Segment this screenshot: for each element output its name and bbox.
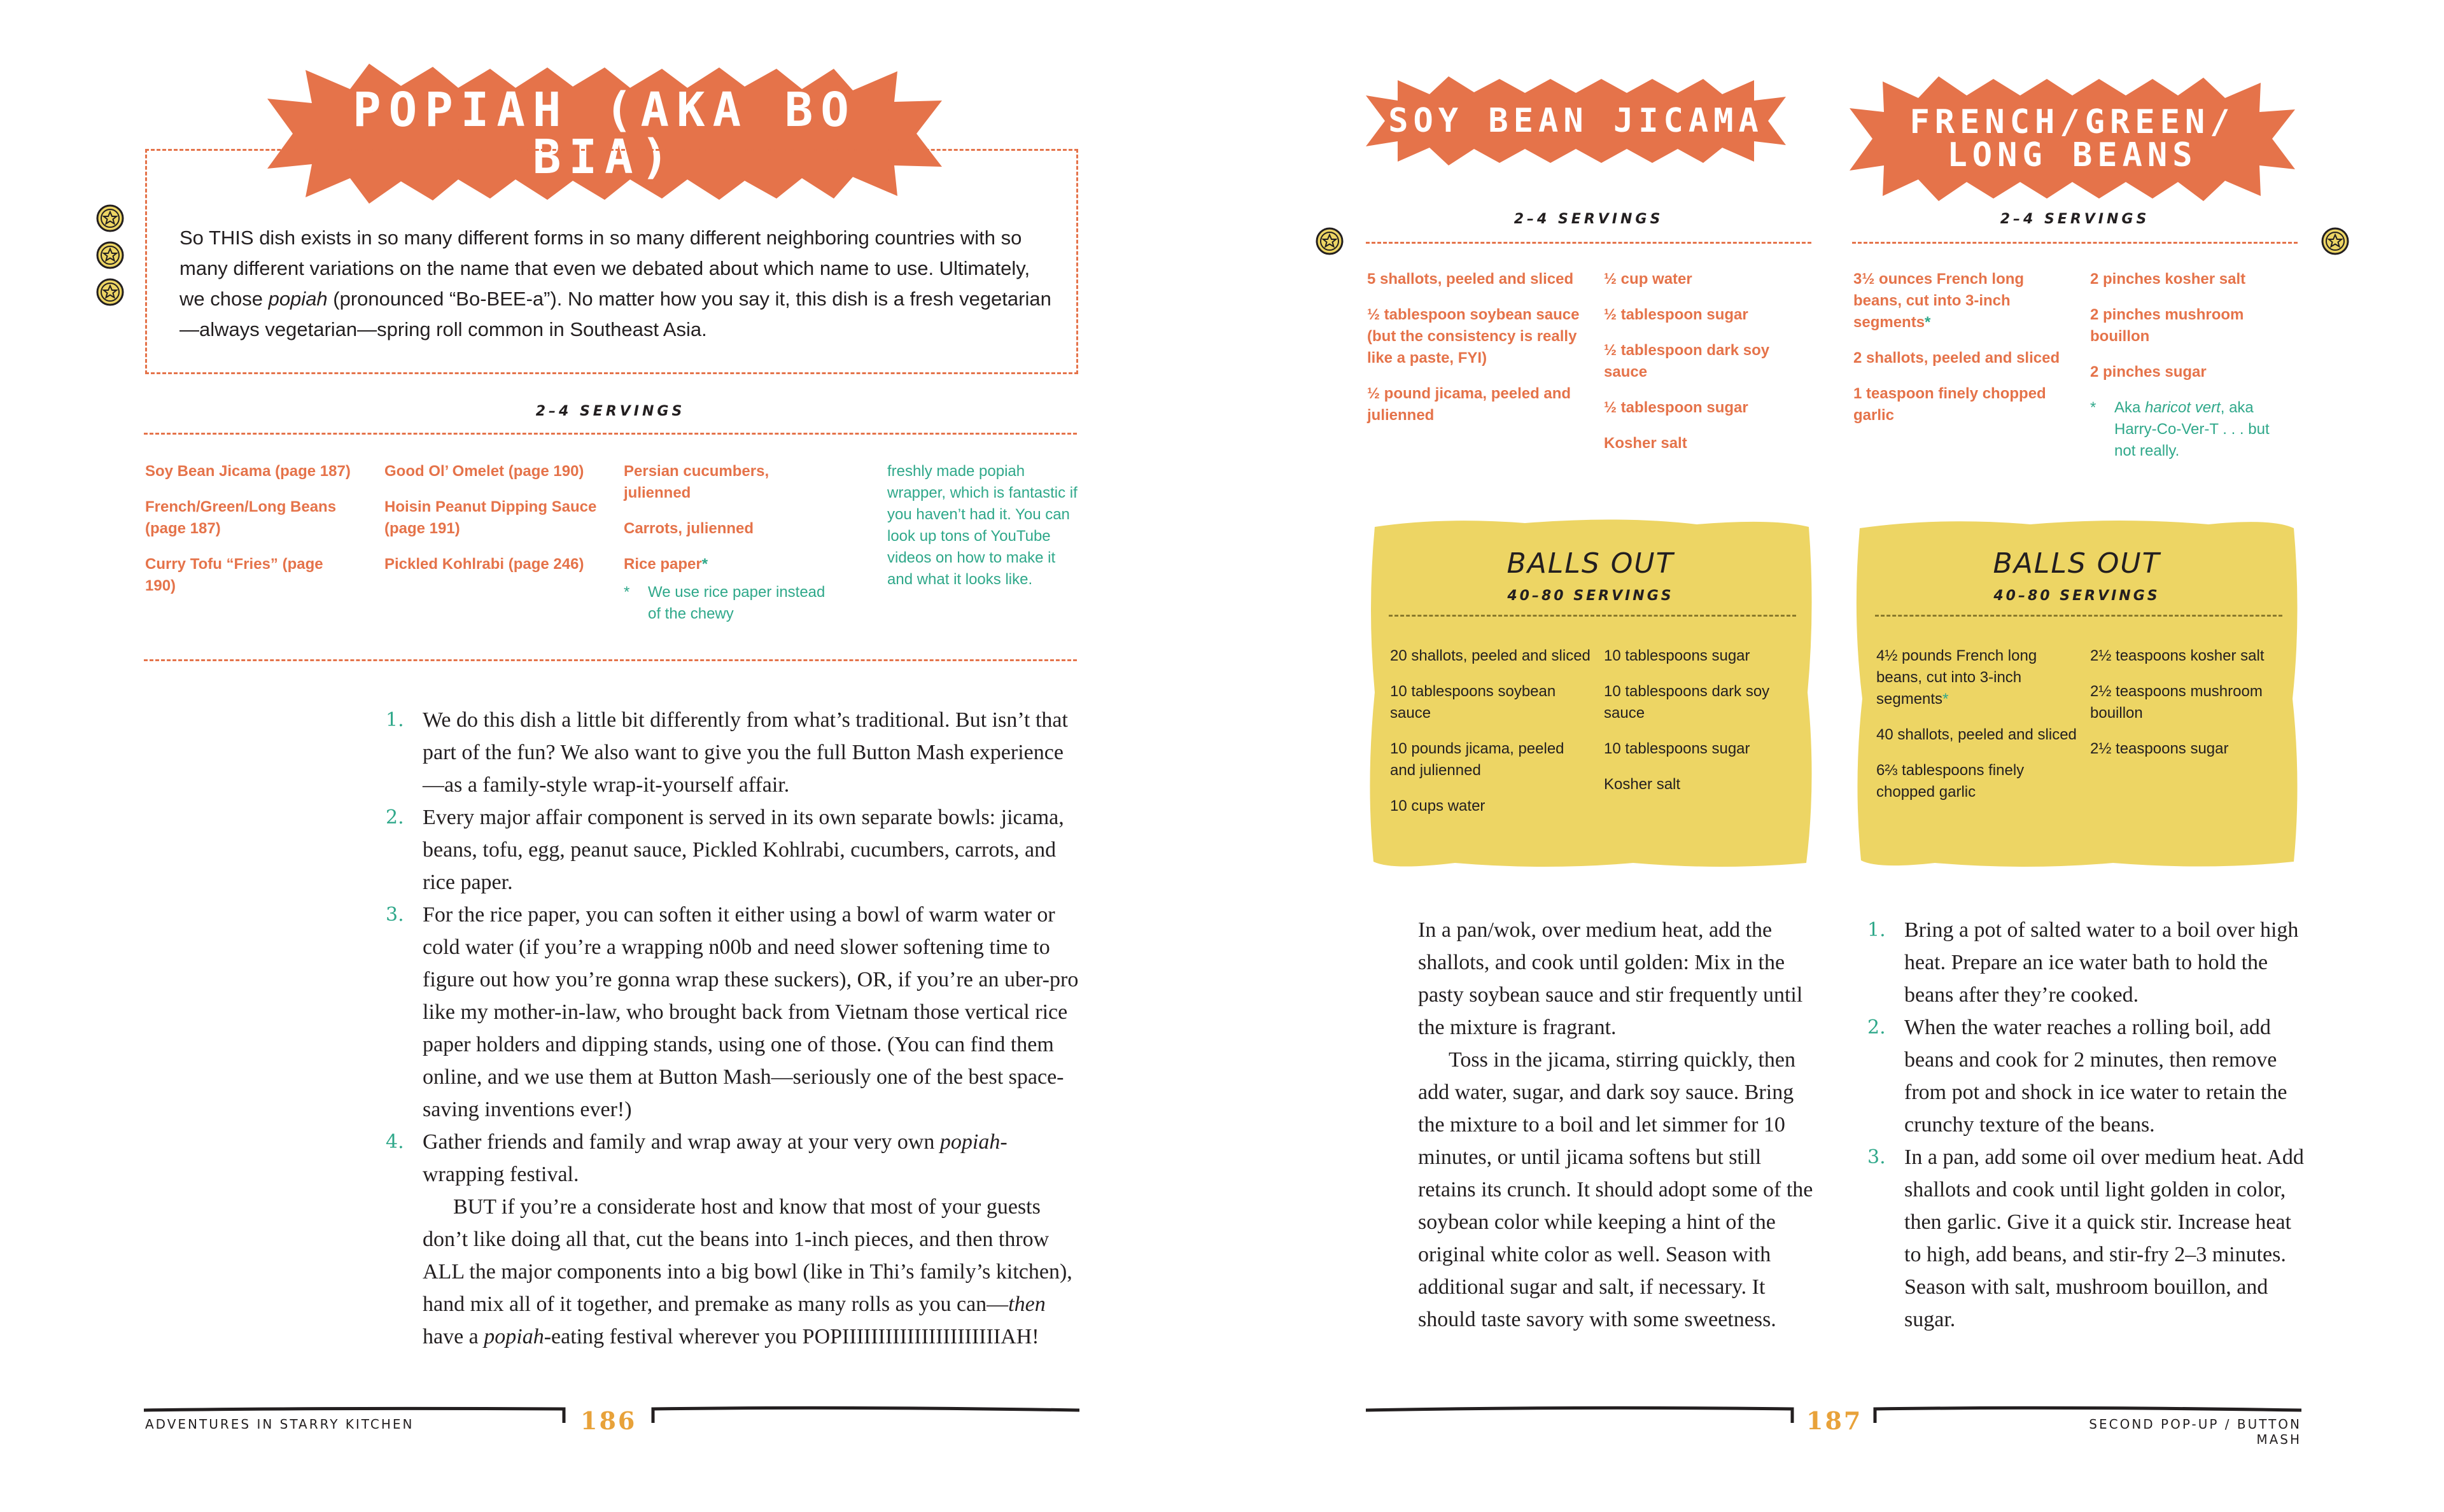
- ingredient: 4½ pounds French long beans, cut into 3-inch segments*: [1876, 647, 2037, 708]
- method-paragraph: In a pan/wok, over medium heat, add the shallots, and cook until golden: Mix in the pasty soybean sauce and stir frequently until the mixture is fragrant.: [1418, 918, 1803, 1039]
- step: 3. For the rice paper, you can soften it either using a bowl of warm water or cold water (if you’re a wrapping n00b and need slower softening time to figure out how you’re gonna wrap these suckers), OR, if you’re an uber-pro like my mother-in-law, who brought back from Vietnam those vertical rice paper holders and dipping stands, using one of those. (You can find them online, and we use them at Button Mash—seriously one of the best space-saving inventions ever!): [386, 903, 1079, 1121]
- star-coin-icon: [95, 241, 125, 270]
- ingredient: 2½ teaspoons kosher salt: [2090, 647, 2265, 664]
- balls-out-servings: 40–80 SERVINGS: [1507, 588, 1674, 604]
- ingredient: 2½ teaspoons sugar: [2090, 740, 2229, 757]
- balls-out-column-2: [2090, 645, 2287, 774]
- divider: [1852, 242, 2298, 244]
- ingredient-column-2: [1604, 269, 1808, 468]
- ingredient: Kosher salt: [1604, 435, 1687, 452]
- ingredient: Hoisin Peanut Dipping Sauce (page 191): [384, 498, 597, 537]
- recipe-title: FRENCH/GREEN/ LONG BEANS: [1909, 103, 2235, 174]
- balls-out-column-2: [1604, 645, 1801, 809]
- page-title: POPIAH (AKA BO BIA): [353, 83, 857, 185]
- ingredient: ½ pound jicama, peeled and julienned: [1367, 385, 1571, 424]
- servings-label: 2–4 SERVINGS: [2000, 211, 2150, 227]
- running-head: ADVENTURES IN STARRY KITCHEN: [145, 1417, 414, 1432]
- ingredient: Soy Bean Jicama (page 187): [145, 463, 351, 480]
- balls-out-title: BALLS OUT: [1506, 547, 1675, 580]
- ingredient: 2 pinches mushroom bouillon: [2090, 306, 2244, 345]
- step: 2. Every major affair component is served in its own separate bowls: jicama, beans, tofu, egg, peanut sauce, Pickled Kohlrabi, cucumbers, carrots, and rice paper.: [386, 806, 1064, 894]
- ingredient: Curry Tofu “Fries” (page 190): [145, 556, 323, 594]
- servings-label: 2–4 SERVINGS: [535, 403, 685, 419]
- ingredient-column-2: [2090, 269, 2294, 462]
- ingredient: 2 pinches kosher salt: [2090, 270, 2246, 288]
- ingredient: Rice paper*: [624, 556, 708, 573]
- step: 1. We do this dish a little bit differently from what’s traditional. But isn’t that part of the fun? We also want to give you the full Button Mash experience—as a family-style wrap-it-yourself affair.: [386, 708, 1068, 797]
- ingredient-column-2: [384, 461, 601, 589]
- ingredient: 10 pounds jicama, peeled and julienned: [1390, 740, 1564, 779]
- method-paragraph: Toss in the jicama, stirring quickly, then add water, sugar, and dark soy sauce. Bring the mixture to a boil and let simmer for 10 minutes, or until jicama softens but still retains its crunch. It should adopt some of the soybean color while keeping a hint of the original white color as well. Season with additional sugar and salt, if necessary. It should taste savory with some sweetness.: [1418, 1048, 1813, 1331]
- step: 3. In a pan, add some oil over medium heat. Add shallots and cook until light golden in color, then garlic. Give it a quick stir. Increase heat to high, add beans, and stir-fry 2–3 minutes. Season with salt, mushroom bouillon, and sugar.: [1867, 1145, 2304, 1331]
- ingredient: ½ tablespoon sugar: [1604, 306, 1748, 323]
- balls-out-column-1: [1390, 645, 1594, 831]
- ingredient: 20 shallots, peeled and sliced: [1390, 647, 1591, 664]
- ingredient: 2 shallots, peeled and sliced: [1853, 349, 2060, 367]
- footnote: * We use rice paper instead of the chewy: [624, 584, 825, 622]
- ingredient-column-1: [1367, 269, 1584, 440]
- balls-out-box: [1366, 514, 1815, 871]
- divider: [1389, 615, 1796, 617]
- star-coin-icon: [95, 204, 125, 233]
- ingredient: 10 tablespoons sugar: [1604, 647, 1750, 664]
- ingredient: 10 tablespoons dark soy sauce: [1604, 683, 1770, 722]
- ingredient-column-1: [1853, 269, 2063, 440]
- ingredient: 1 teaspoon finely chopped garlic: [1853, 385, 2046, 424]
- ingredient: Good Ol’ Omelet (page 190): [384, 463, 584, 480]
- page-number: 187: [1806, 1406, 1863, 1435]
- balls-out-box: [1852, 514, 2301, 871]
- ingredient: French/Green/Long Beans (page 187): [145, 498, 337, 537]
- recipe-title: SOY BEAN JICAMA: [1388, 102, 1764, 140]
- page-number: 186: [580, 1406, 637, 1435]
- step: 4. Gather friends and family and wrap away at your very own popiah-wrapping festival.: [386, 1130, 1008, 1186]
- footnote: * Aka haricot vert, aka Harry-Co-Ver-T . . . but not really.: [2090, 399, 2270, 459]
- ingredient: 40 shallots, peeled and sliced: [1876, 726, 2077, 743]
- ingredient: 10 tablespoons soybean sauce: [1390, 683, 1556, 722]
- ingredient: 6⅔ tablespoons finely chopped garlic: [1876, 762, 2025, 801]
- balls-out-servings: 40–80 SERVINGS: [1993, 588, 2160, 604]
- intro-text: So THIS dish exists in so many different forms in so many different neighboring countries with so many different variations on the name that even we debated about which name to use. Ultimately, we chose popiah (pronounced “Bo-BEE-a”). No matter how you say it, this dish is a fresh vegetarian—always vegetarian—spring roll common in Southeast Asia.: [179, 227, 1051, 340]
- running-head: SECOND POP-UP / BUTTON MASH: [2089, 1417, 2301, 1447]
- ingredient: ½ tablespoon sugar: [1604, 399, 1748, 416]
- soy-bean-jicama-method: [1418, 914, 1819, 1336]
- divider: [144, 659, 1077, 661]
- ingredient: Pickled Kohlrabi (page 246): [384, 556, 584, 573]
- footnote-continued: freshly made popiah wrapper, which is fantastic if you haven’t had it. You can look up tons of YouTube videos on how to make it and what it looks like.: [887, 463, 1078, 588]
- balls-out-column-1: [1876, 645, 2080, 817]
- divider: [1875, 615, 2282, 617]
- step: 1. Bring a pot of salted water to a boil over high heat. Prepare an ice water bath to hold the beans after they’re cooked.: [1867, 918, 2299, 1007]
- ingredient: ½ tablespoon soybean sauce (but the consistency is really like a paste, FYI): [1367, 306, 1580, 367]
- ingredient: 2½ teaspoons mushroom bouillon: [2090, 683, 2263, 722]
- ingredient: 2 pinches sugar: [2090, 363, 2207, 381]
- closing-paragraph: BUT if you’re a considerate host and know that most of your guests don’t like doing all that, cut the beans into 1-inch pieces, and then throw ALL the major components into a big bowl (like in Thi’s family’s kitchen), hand mix all of it together, and premake as many rolls as you can—then have a popiah-eating festival wherever you POPIIIIIIIIIIIIIIIIIIIIIIAH!: [423, 1195, 1072, 1348]
- balls-out-title: BALLS OUT: [1993, 547, 2161, 580]
- ingredient-column-1: [145, 461, 355, 611]
- french-beans-title-burst: [1850, 76, 2295, 201]
- ingredient: 10 cups water: [1390, 797, 1485, 815]
- divider: [144, 433, 1077, 435]
- ingredient-column-3: [624, 461, 834, 625]
- popiah-steps: [386, 704, 1079, 1353]
- french-beans-method: [1867, 914, 2307, 1336]
- ingredient: Persian cucumbers, julienned: [624, 463, 769, 501]
- step: 2. When the water reaches a rolling boil, add beans and cook for 2 minutes, then remove from pot and shock in ice water to retain the crunchy texture of the beans.: [1867, 1016, 2287, 1137]
- ingredient: Carrots, julienned: [624, 520, 754, 537]
- ingredient: Kosher salt: [1604, 776, 1681, 793]
- star-coin-icon: [1315, 227, 1344, 256]
- ingredient: 10 tablespoons sugar: [1604, 740, 1750, 757]
- ingredient: 5 shallots, peeled and sliced: [1367, 270, 1574, 288]
- ingredient: ½ cup water: [1604, 270, 1692, 288]
- servings-label: 2–4 SERVINGS: [1513, 211, 1664, 227]
- ingredient: 3½ ounces French long beans, cut into 3-inch segments*: [1853, 270, 2025, 331]
- star-coin-icon: [2321, 227, 2350, 256]
- divider: [1366, 242, 1811, 244]
- soy-bean-jicama-title-burst: [1366, 76, 1786, 165]
- ingredient: ½ tablespoon dark soy sauce: [1604, 342, 1770, 381]
- star-coin-icon: [95, 277, 125, 307]
